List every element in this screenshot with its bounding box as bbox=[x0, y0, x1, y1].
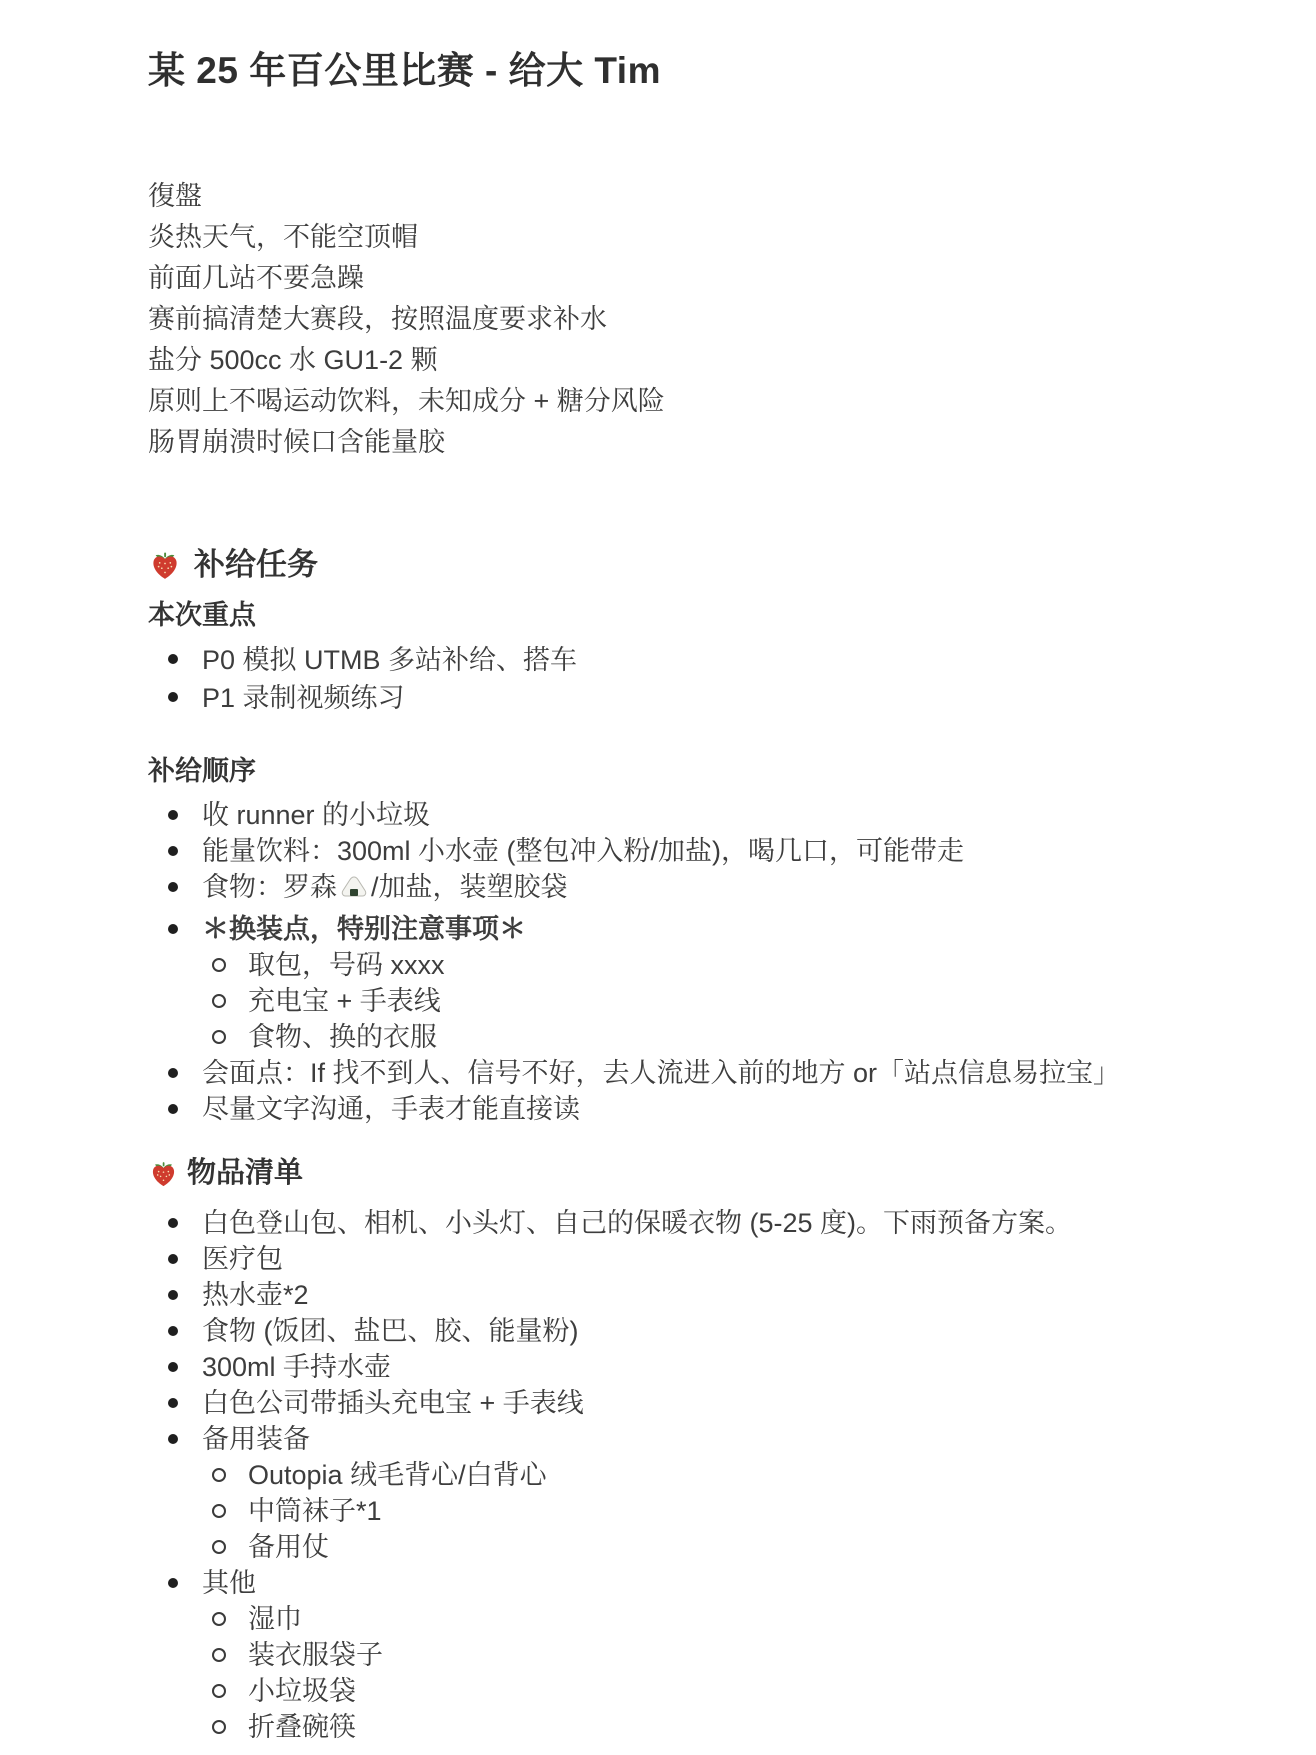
list-item: P1 录制视频练习 bbox=[148, 679, 1168, 717]
bullet-marker bbox=[168, 1254, 178, 1264]
list-item-other: 其他 bbox=[148, 1565, 1168, 1601]
list-item: 尽量文字沟通，手表才能直接读 bbox=[148, 1091, 1168, 1127]
review-line: 前面几站不要急躁 bbox=[148, 263, 364, 293]
sub-bullet-marker bbox=[212, 1612, 226, 1626]
list-item: 能量饮料：300ml 小水壶 (整包冲入粉/加盐)，喝几口，可能带走 bbox=[148, 833, 1168, 869]
list-item: 白色登山包、相机、小头灯、自己的保暖衣物 (5-25 度)。下雨预备方案。 bbox=[148, 1205, 1168, 1241]
list-item: 会面点：If 找不到人、信号不好，去人流进入前的地方 or「站点信息易拉宝」 bbox=[148, 1055, 1168, 1091]
review-block bbox=[148, 176, 1168, 463]
sub-list-item: Outopia 绒毛背心/白背心 bbox=[148, 1457, 1168, 1493]
list-item: 医疗包 bbox=[148, 1241, 1168, 1277]
sub-heading-focus: 本次重点 bbox=[148, 600, 256, 630]
review-line: 赛前搞清楚大赛段，按照温度要求补水 bbox=[148, 304, 607, 334]
list-item: 收 runner 的小垃圾 bbox=[148, 797, 1168, 833]
rice-ball-icon bbox=[339, 872, 369, 911]
strawberry-icon bbox=[148, 1158, 179, 1189]
sub-bullet-marker bbox=[212, 1648, 226, 1662]
sub-bullet-marker bbox=[212, 1540, 226, 1554]
bullet-marker bbox=[168, 1104, 178, 1114]
order-list bbox=[148, 797, 1168, 1127]
sub-list-item: 小垃圾袋 bbox=[148, 1673, 1168, 1709]
section-heading-gear-list bbox=[148, 1151, 1168, 1195]
list-item: 食物 (饭团、盐巴、胶、能量粉) bbox=[148, 1313, 1168, 1349]
list-item: P0 模拟 UTMB 多站补给、搭车 bbox=[148, 641, 1168, 679]
list-item: 300ml 手持水壶 bbox=[148, 1349, 1168, 1385]
bullet-marker bbox=[168, 810, 178, 820]
bullet-marker bbox=[168, 654, 178, 664]
sub-list-item: 装衣服袋子 bbox=[148, 1637, 1168, 1673]
list-item: 白色公司带插头充电宝 + 手表线 bbox=[148, 1385, 1168, 1421]
bullet-marker bbox=[168, 692, 178, 702]
bullet-marker bbox=[168, 846, 178, 856]
sub-bullet-marker bbox=[212, 1468, 226, 1482]
sub-list-item: 中筒袜子*1 bbox=[148, 1493, 1168, 1529]
sub-list-item: 取包，号码 xxxx bbox=[148, 947, 1168, 983]
review-line: 盐分 500cc 水 GU1-2 颗 bbox=[148, 345, 438, 375]
list-item-food: 食物：罗森 /加盐，装塑胶袋 bbox=[148, 869, 1168, 911]
bullet-marker bbox=[168, 924, 178, 934]
bullet-marker bbox=[168, 1290, 178, 1300]
gear-list bbox=[148, 1205, 1168, 1745]
bullet-marker bbox=[168, 1578, 178, 1588]
sub-list-item: 折叠碗筷 bbox=[148, 1709, 1168, 1745]
section-heading-label: 物品清单 bbox=[187, 1157, 304, 1189]
bullet-marker bbox=[168, 1434, 178, 1444]
bullet-marker bbox=[168, 882, 178, 892]
sub-bullet-marker bbox=[212, 1720, 226, 1734]
sub-bullet-marker bbox=[212, 1030, 226, 1044]
sub-list-item: 备用仗 bbox=[148, 1529, 1168, 1565]
sub-bullet-marker bbox=[212, 1684, 226, 1698]
sub-list-item: 食物、换的衣服 bbox=[148, 1019, 1168, 1055]
list-item-backup-gear: 备用装备 bbox=[148, 1421, 1168, 1457]
sub-heading-order: 补给顺序 bbox=[148, 756, 256, 786]
review-line: 原则上不喝运动饮料，未知成分 + 糖分风险 bbox=[148, 386, 665, 416]
focus-list bbox=[148, 641, 1168, 717]
page-title: 某 25 年百公里比赛 - 给大 Tim bbox=[148, 50, 661, 91]
bullet-marker bbox=[168, 1398, 178, 1408]
section-heading-label: 补给任务 bbox=[194, 547, 318, 582]
section-heading-supply-tasks bbox=[148, 543, 1168, 587]
sub-bullet-marker bbox=[212, 958, 226, 972]
bullet-marker bbox=[168, 1218, 178, 1228]
review-line: 復盤 bbox=[148, 181, 202, 211]
sub-bullet-marker bbox=[212, 1504, 226, 1518]
sub-list-item: 湿巾 bbox=[148, 1601, 1168, 1637]
list-item-change-point: ＊换装点，特别注意事项＊ bbox=[148, 911, 1168, 947]
review-line: 炎热天气，不能空顶帽 bbox=[148, 222, 418, 252]
list-item: 热水壶*2 bbox=[148, 1277, 1168, 1313]
bullet-marker bbox=[168, 1068, 178, 1078]
review-line: 肠胃崩溃时候口含能量胶 bbox=[148, 427, 445, 457]
sub-list-item: 充电宝 + 手表线 bbox=[148, 983, 1168, 1019]
strawberry-icon bbox=[148, 548, 182, 582]
sub-bullet-marker bbox=[212, 994, 226, 1008]
bullet-marker bbox=[168, 1326, 178, 1336]
bullet-marker bbox=[168, 1362, 178, 1372]
